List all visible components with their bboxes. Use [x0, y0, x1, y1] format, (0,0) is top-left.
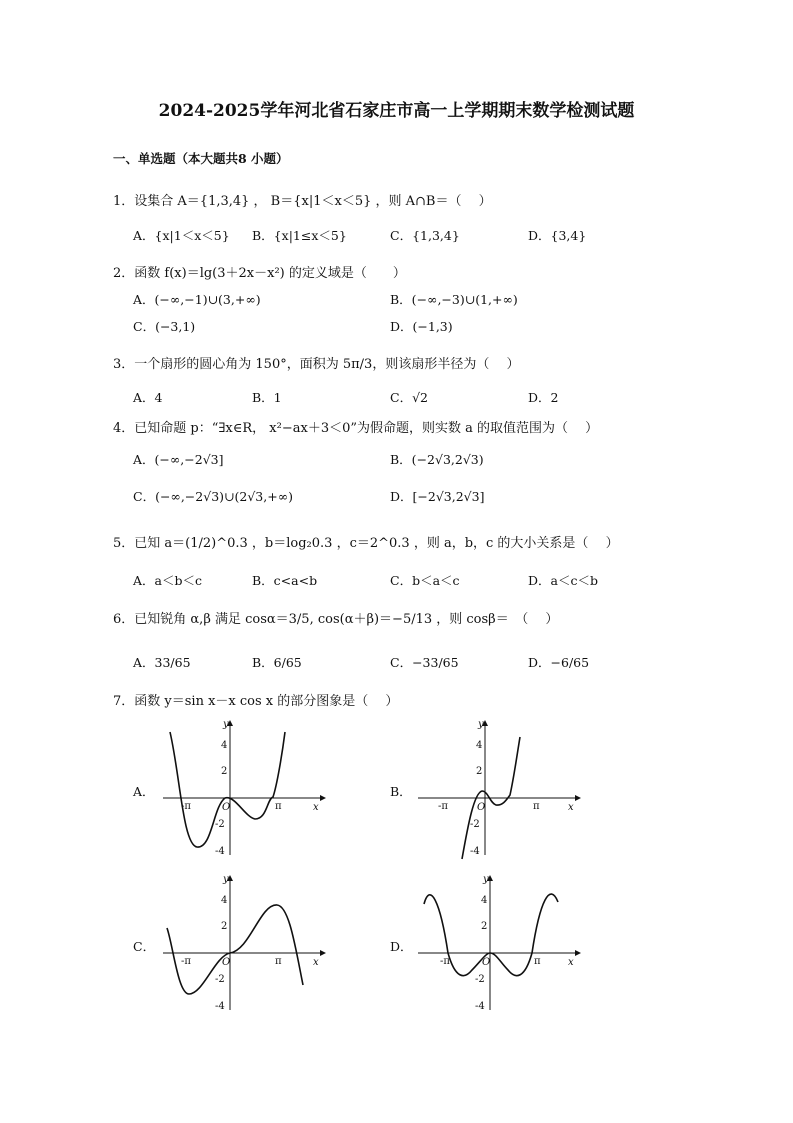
page-title: 2024-2025学年河北省石家庄市高一上学期期末数学检测试题 — [158, 101, 635, 121]
graph-b — [410, 715, 590, 865]
y-axis-label: y — [223, 874, 229, 885]
x-tick-label: π — [534, 956, 541, 967]
y-tick-label: 4 — [221, 895, 228, 906]
q5-option-d: D．a＜c＜b — [528, 573, 598, 588]
question-6-stem: 6．已知锐角 α,β 满足 cosα＝3/5, cos(α＋β)＝−5/13 ，则 cosβ＝ （ ） — [113, 612, 559, 627]
x-tick-label: -π — [181, 801, 191, 812]
x-axis-label: x — [313, 802, 319, 813]
y-tick-label: -4 — [215, 846, 225, 857]
y-axis-label: y — [478, 719, 484, 730]
origin-label: O — [482, 957, 491, 968]
q1-option-d: D．{3,4} — [528, 228, 587, 243]
q4-option-a: A．(−∞,−2√3] — [133, 452, 224, 467]
question-5-stem: 5．已知 a＝(1/2)^0.3 ，b＝log₂0.3 ，c＝2^0.3 ，则 a，b，c 的大小关系是（ ） — [113, 536, 619, 551]
y-tick-label: 2 — [221, 766, 228, 777]
x-axis-label: x — [568, 957, 574, 968]
x-tick-label: -π — [440, 956, 450, 967]
graph-c-curve — [167, 905, 303, 994]
q1-option-c: C．{1,3,4} — [390, 228, 460, 243]
y-tick-label: -4 — [475, 1001, 485, 1012]
x-tick-label: π — [533, 801, 540, 812]
y-tick-label: -2 — [470, 819, 480, 830]
q2-option-a: A．(−∞,−1)∪(3,+∞) — [133, 292, 261, 307]
q7-option-c: C． — [133, 939, 156, 954]
y-axis-label: y — [483, 874, 489, 885]
section-heading: 一、单选题（本大题共8 小题） — [113, 151, 289, 166]
q2-option-c: C．(−3,1) — [133, 319, 196, 334]
y-tick-label: 2 — [476, 766, 483, 777]
y-tick-label: 4 — [476, 740, 483, 751]
q3-option-b: B．1 — [252, 390, 282, 405]
q2-option-d: D．(−1,3) — [390, 319, 453, 334]
q6-option-b: B．6/65 — [252, 655, 302, 670]
q5-option-a: A．a＜b＜c — [133, 573, 202, 588]
origin-label: O — [222, 802, 231, 813]
q6-option-a: A．33/65 — [133, 655, 191, 670]
y-tick-label: -4 — [215, 1001, 225, 1012]
q6-option-d: D．−6/65 — [528, 655, 590, 670]
graph-a — [155, 715, 335, 865]
y-tick-label: 2 — [481, 921, 488, 932]
origin-label: O — [222, 957, 231, 968]
graph-d — [410, 870, 590, 1020]
q4-option-c: C．(−∞,−2√3)∪(2√3,+∞) — [133, 489, 293, 504]
y-tick-label: -2 — [215, 819, 225, 830]
y-tick-label: -2 — [475, 974, 485, 985]
x-tick-label: -π — [438, 801, 448, 812]
q6-option-c: C．−33/65 — [390, 655, 459, 670]
y-tick-label: 2 — [221, 921, 228, 932]
question-4-stem: 4．已知命题 p：“∃x∈R， x²−ax＋3＜0”为假命题，则实数 a 的取值范围为（ ） — [113, 421, 599, 436]
q1-option-a: A．{x|1＜x＜5} — [133, 228, 230, 243]
q7-option-b: B． — [390, 784, 412, 799]
q4-option-d: D．[−2√3,2√3] — [390, 489, 485, 504]
question-1-stem: 1．设集合 A＝{1,3,4} ， B＝{x|1＜x＜5} ，则 A∩B＝（ ） — [113, 194, 492, 209]
x-axis-label: x — [313, 957, 319, 968]
y-tick-label: 4 — [481, 895, 488, 906]
y-tick-label: -4 — [470, 846, 480, 857]
x-tick-label: π — [275, 801, 282, 812]
graph-a-curve — [170, 732, 285, 847]
q3-option-c: C．√2 — [390, 390, 428, 405]
q3-option-d: D．2 — [528, 390, 559, 405]
q5-option-c: C．b＜a＜c — [390, 573, 460, 588]
x-tick-label: π — [275, 956, 282, 967]
y-tick-label: -2 — [215, 974, 225, 985]
x-tick-label: -π — [181, 956, 191, 967]
q3-option-a: A．4 — [133, 390, 163, 405]
y-axis-label: y — [223, 719, 229, 730]
q2-option-b: B．(−∞,−3)∪(1,+∞) — [390, 292, 518, 307]
question-2-stem: 2．函数 f(x)＝lg(3＋2x－x²) 的定义域是（ ） — [113, 266, 406, 281]
question-7-stem: 7．函数 y＝sin x－x cos x 的部分图象是（ ） — [113, 694, 399, 709]
q4-option-b: B．(−2√3,2√3) — [390, 452, 484, 467]
question-3-stem: 3．一个扇形的圆心角为 150°，面积为 5π/3，则该扇形半径为（ ） — [113, 357, 520, 372]
origin-label: O — [477, 802, 486, 813]
graph-c — [155, 870, 335, 1020]
q5-option-b: B．c<a<b — [252, 573, 318, 588]
q7-option-a: A． — [133, 784, 155, 799]
x-axis-label: x — [568, 802, 574, 813]
y-tick-label: 4 — [221, 740, 228, 751]
q1-option-b: B．{x|1≤x＜5} — [252, 228, 347, 243]
q7-option-d: D． — [390, 939, 413, 954]
